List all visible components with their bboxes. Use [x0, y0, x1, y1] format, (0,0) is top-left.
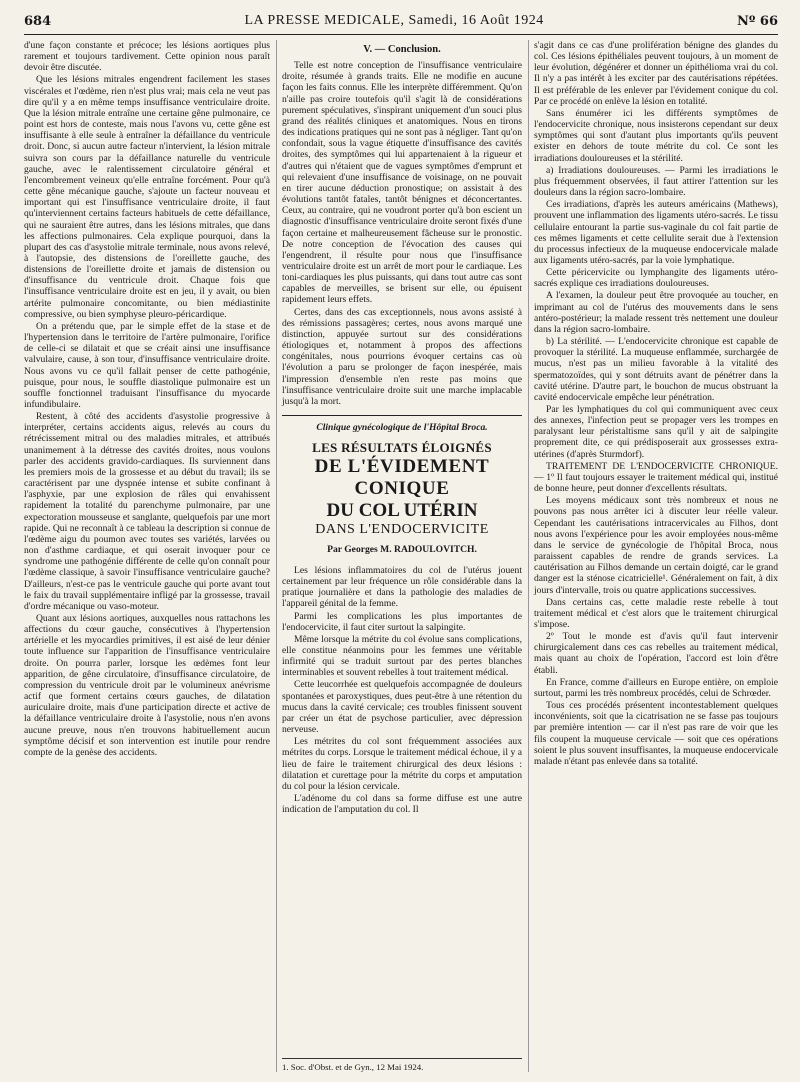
paragraph: Les lésions inflammatoires du col de l'utérus jouent certainement par leur fréquence un rôle considérable dans la pratique journalière et dans la pathologie des maladies de l'appareil génital de la femme.	[282, 564, 522, 610]
article-title-line: LES RÉSULTATS ÉLOIGNÉS	[312, 440, 492, 456]
paragraph: 2º Tout le monde est d'avis qu'il faut intervenir chirurgicalement dans ces cas rebelles au traitement médical, mais quant au choix de l'opération, l'accord est loin d'être établi.	[534, 631, 778, 676]
paragraph: Ces irradiations, d'après les auteurs américains (Mathews), prouvent une inflammation des ligaments utéro-sacrés. Le tissu cellulaire entourant la partie sus-vaginale du col fait partie de ces mêmes ligaments et cette cellulite serait due à l'extension du processus infectieux de la muqueuse endocervicale malade aux ligaments utéro-sacrés, par la voie lymphatique.	[534, 199, 778, 266]
paragraph: a) Irradiations douloureuses. — Parmi les irradiations le plus fréquemment observées, il faut attirer l'attention sur les douleurs dans la région sacro-lombaire.	[534, 164, 778, 199]
paragraph: A l'examen, la douleur peut être provoquée au toucher, en imprimant au col de l'utérus des mouvements dans le sens antéro-postérieur; la malade ressent très nettement une douleur dans la région sacro-lombaire.	[534, 290, 778, 335]
article-title-line: DU COL UTÉRIN	[326, 499, 478, 521]
clinic-heading: Clinique gynécologique de l'Hôpital Broca.	[316, 422, 488, 433]
article-title-line: DANS L'ENDOCERVICITE	[315, 521, 489, 537]
paragraph: Telle est notre conception de l'insuffisance ventriculaire droite, résumée à grands traits. Elle ne modifie en aucune façon les faits connus. Elle les interprète différemment. Qu'on n'aille pas croire toutefois qu'il s'agit là de considérations purement spéculatives, s'inspirant uniquement d'un souci plus grand des réalités cliniques et anatomiques. Nous en tirons des indications pratiques qui ne sont pas à négliger. Tant qu'on confondait, sous la vague étiquette d'insuffisance des cavités droites, des symptômes qui lui appartenaient à la rigueur et d'autres qui n'étaient que de vagues symptômes d'emprunt et qui relevaient d'une insuffisance de voisinage, on ne pouvait en tirer aucune déduction pronostique; on assistait à des évolutions tantôt fatales, tantôt bénignes et déconcertantes. Ceux, au contraire, qui ne voudront porter qu'à bon escient un diagnostic d'insuffisance ventriculaire droite seront fixés d'une façon certaine et malheureusement fâcheuse sur le pronostic. De notre conception de l'évocation des causes qui l'engendrent, il résulte pour nous que l'insuffisance ventriculaire droite est un arrêt de mort pour le cardiaque. Les toni-cardiaques les plus puissants, qui dans tout autre cas sont capables de merveilles, se brisent sur elle, ou épuisent rapidement leurs effets.	[282, 60, 522, 306]
issue-number: Nº 66	[737, 13, 778, 29]
article-title	[282, 441, 522, 538]
paragraph: Certes, dans des cas exceptionnels, nous avons assisté à des rémissions passagères; certes, nous avons marqué une distinction, appuyée surtout sur des considérations étiologiques et, notamment à propos des affections congénitales, nous pourrions évoquer certains cas où l'évolution a paru se prolonger de façon inespérée, mais l'impression d'ensemble n'en reste pas moins que l'insuffisance ventriculaire droite suit une marche implacable jusqu'à la mort.	[282, 306, 522, 407]
paragraph: d'une façon constante et précoce; les lésions aortiques plus rarement et toujours tardivement. Cette opinion nous paraît devoir être discutée.	[24, 40, 270, 74]
section-title: V. — Conclusion.	[363, 44, 441, 55]
paragraph: Cette leucorrhée est quelquefois accompagnée de douleurs spontanées et paroxystiques, dues peut-être à une rétention du mucus dans la cavité cervicale; ces troubles finissent souvent par créer un état de psychose particulier, avec dépression nerveuse.	[282, 679, 522, 736]
paragraph: Tous ces procédés présentent incontestablement quelques inconvénients, soit que la cicatrisation ne se fasse pas toujours par première intention — car il n'est pas rare de voir que les fils coupent la muqueuse cervicale — soit que ces opérations soient le plus souvent insuffisantes, la muqueuse endocervicale malade n'étant pas enlevée dans sa totalité.	[534, 700, 778, 767]
paragraph: TRAITEMENT DE L'ENDOCERVICITE CHRONIQUE. — 1º Il faut toujours essayer le traitement médical qui, institué de bonne heure, peut donner d'excellents résultats.	[534, 460, 778, 495]
paragraph: Les moyens médicaux sont très nombreux et nous ne pouvons pas nous arrêter ici à discuter leur réelle valeur. Cependant les cautérisations intracervicales au Filhos, dont nous avons l'expérience pour les avoir employées nous-même dans le service de gynécologie de l'hôpital Broca, nous paraissent capables de rendre de grands services. La cautérisation au Filhos demande un certain doigté, car le grand danger est la sténose cicatricielle¹. Généralement on fait, à dix jours d'intervalle, trois ou quatre applications successives.	[534, 495, 778, 596]
paragraph: Les métrites du col sont fréquemment associées aux métrites du corps. Lorsque le traitement médical échoue, il y a lieu de faire le traitement chirurgical des deux lésions : dilatation et curettage pour la métrite du corps et amputation du col pour la lésion cervicale.	[282, 736, 522, 792]
paragraph: Dans certains cas, cette maladie reste rebelle à tout traitement médical et c'est alors que le traitement chirurgical s'impose.	[534, 596, 778, 630]
page-number: 684	[24, 13, 52, 29]
paragraph: En France, comme d'ailleurs en Europe entière, on emploie surtout, parmi les très nombreux procédés, celui de Schrœder.	[534, 676, 778, 699]
column-left	[24, 40, 270, 759]
footnote: 1. Soc. d'Obst. et de Gyn., 12 Mai 1924.	[282, 1058, 522, 1072]
paragraph: L'adénome du col dans sa forme diffuse est une autre indication de l'amputation du col. Il	[282, 793, 522, 816]
paragraph: Que les lésions mitrales engendrent facilement les stases viscérales et l'œdème, rien n'est plus vrai; mais cela ne veut pas dire qu'il y a en même temps insuffisance ventriculaire droite. Que la lésion mitrale entraîne une certaine gêne pulmonaire, ce point est hors de conteste, mais nous l'avons vu, cette gêne est insuffisante à elle seule à entraîner la défaillance du ventricule droit. Donc, si aucun autre facteur n'intervient, la lésion mitrale suivra son cours par la défaillance naturelle du ventricule gauche, avec le ralentissement circulatoire général et l'encombrement veineux qu'elle entraîne forcément. Pour qu'à cette gêne mécanique gauche, s'ajoute un facteur nouveau et important qui est l'insuffisance ventriculaire droite, il faut qu'interviennent certains facteurs habituels de cette défaillance, qui ne sauraient être autres, dans les lésions mitrales, que dans les affections pulmonaires. Cela explique pourquoi, dans la plupart des cas d'asystolie mitrale terminale, nous avons relevé, à l'autopsie, des distensions de l'oreillette gauche, des distensions de l'oreillette droite et jamais de distension ou d'insuffisance du ventricule droit. Chaque fois que l'insuffisance ventriculaire droite est en jeu, il y avait, ou bien artérite pulmonaire concomitante, ou bien médiastinite compressive, ou bien symphyse pleuro-péricardique.	[24, 74, 270, 320]
paragraph: Cette péricervicite ou lymphangite des ligaments utéro-sacrés explique ces irradiations douloureuses.	[534, 267, 778, 290]
journal-title: LA PRESSE MEDICALE, Samedi, 16 Août 1924	[244, 13, 544, 28]
paragraph: Quant aux lésions aortiques, auxquelles nous rattachons les affections du cœur gauche, consécutives à l'hypertension artérielle et les myocardies primitives, il est aisé de leur dénier toute influence sur l'apparition de l'insuffisance ventriculaire droite. On pourra parler, lorsque les œdèmes font leur apparition, de gêne circulatoire, d'insuffisance circulatoire, de compression du ventricule droit par le volumineux anévrisme actif que forment certains cœurs gauches, de dilatation auriculaire droite, mais d'une participation directe et active de la défaillance ventriculaire droite à l'asystolie, nous n'en avons aucune preuve, nous n'en trouvons habituellement aucun symptôme décisif et son intervention est inutile pour rendre compte de la genèse des accidents.	[24, 612, 270, 758]
column-divider	[276, 40, 277, 1072]
column-middle	[282, 40, 522, 816]
author-byline: Par Georges M. RADOULOVITCH.	[327, 543, 477, 555]
paragraph: Sans énumérer ici les différents symptômes de l'endocervicite chronique, nous insisterons cependant sur deux symptômes qui sont d'autant plus importants qu'ils peuvent exister en dehors de toute métrite du col. Ce sont les irradiations douloureuses et la stérilité.	[534, 107, 778, 164]
paragraph: Restent, à côté des accidents d'asystolie progressive à interpréter, certains accidents aigus, relevés au cours du rétrécissement mitral ou des maladies mitrales, et attribués unanimement à la détresse des cavités droites, nous voulons parler des accidents gravido-cardiaques. Ils surviennent dans les premiers mois de la grossesse et au début du travail; ils se caractérisent par une dyspnée intense et subite confinant à l'asphyxie, par une explosion de râles qui envahissent rapidement la totalité du parenchyme pulmonaire, par une expectoration mousseuse et sanglante, quelquefois par une mort rapide. Qui ne reconnaît à ce tableau la description si connue de l'œdème aigu du poumon avec toutes ses variétés, larvées ou non d'asthme cardiaque, et qui oserait invoquer pour ce syndrome une pathogénie différente de celle qu'on connaît pour l'œdème classique, à savoir l'insuffisance ventriculaire gauche? D'ailleurs, n'est-ce pas le ventricule gauche qui porte avant tout le faix du travail supplémentaire infligé par la grossesse, travail d'ordre mécanique ou vaso-moteur.	[24, 411, 270, 612]
article-title-line: DE L'ÉVIDEMENT CONIQUE	[314, 456, 490, 499]
page-header	[24, 8, 778, 35]
column-divider	[528, 40, 529, 1072]
paragraph: Par les lymphatiques du col qui communiquent avec ceux des annexes, l'infection peut se propager vers les trompes en paralysant leur péristaltisme sans qu'il y ait de salpingite proprement dite, ce qui prédisposerait aux grossesses extra-utérines (d'après Sturmdorf).	[534, 404, 778, 460]
paragraph: Même lorsque la métrite du col évolue sans complications, elle constitue néanmoins pour les femmes une véritable infirmité qui se traduit surtout par des pertes blanches interminables et souvent rebelles à tout traitement médical.	[282, 633, 522, 679]
column-right	[534, 40, 778, 768]
divider	[282, 415, 522, 416]
paragraph: b) La stérilité. — L'endocervicite chronique est capable de provoquer la stérilité. La muqueuse enflammée, surchargée de mucus, n'est pas un milieu favorable à la vitalité des spermatozoïdes, qui y sont détruits avant de pénétrer dans la cavité utérine. D'autre part, le bouchon de mucus obstruant la cavité endocervicale empêche leur pénétration.	[534, 336, 778, 403]
paragraph: Parmi les complications les plus importantes de l'endocervicite, il faut citer surtout la salpingite.	[282, 610, 522, 633]
paragraph: s'agit dans ce cas d'une prolifération bénigne des glandes du col. Ces lésions épithéliales peuvent toujours, à un moment de leur évolution, dégénérer et donner un épithélioma vrai du col. Il n'y a pas intérêt à les exciter par des cautérisations répétées. Il est préférable de les enlever par l'évidement conique du col. Par ce procédé on enlève la lésion en totalité.	[534, 40, 778, 107]
paragraph: On a prétendu que, par le simple effet de la stase et de l'hypertension dans le territoire de l'artère pulmonaire, l'orifice de celle-ci se dilatait et que se créait ainsi une insuffisance valvulaire, cause, à son tour, d'insuffisance ventriculaire droite. Nous avons vu ce qu'il fallait penser de cette pathogénie, puisque, pour nous, le souffle diastolique pulmonaire est un souffle fonctionnel traduisant l'insuffisance du myocarde infundibulaire.	[24, 320, 270, 410]
